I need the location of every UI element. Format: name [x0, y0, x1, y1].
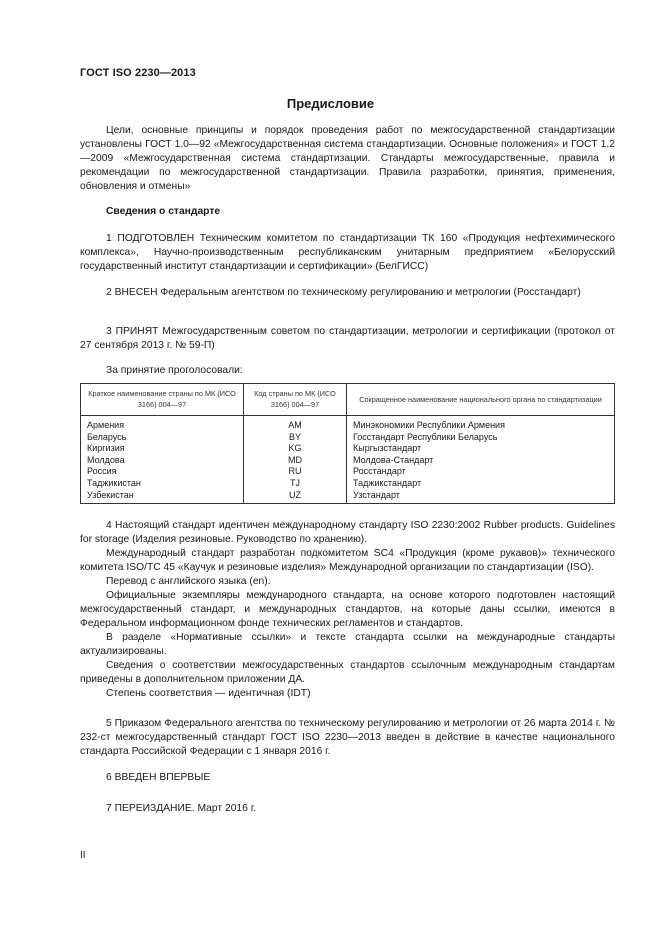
cell-code: TJ — [244, 478, 347, 490]
cell-body: Молдова-Стандарт — [347, 455, 615, 467]
item-5 — [80, 717, 615, 759]
item-4-text: 4 Настоящий стандарт идентичен международному стандарту ISO 2230:2002 Rubber products. Guidelines for storage (Изделия резиновые. Руководство по хранению). — [80, 520, 615, 545]
table-row — [81, 432, 615, 444]
table-row — [81, 455, 615, 467]
item-5-text: 5 Приказом Федерального агентства по техническому регулированию и метрологии от 26 марта 2014 г. № 232-ст межгосударственный стандарт ГОСТ ISO 2230—2013 введен в действие в качестве национального стандарта Российской Федерации с 1 января 2016 г. — [80, 718, 615, 757]
item-7-text: 7 ПЕРЕИЗДАНИЕ. Март 2016 г. — [106, 803, 257, 814]
vote-caption — [80, 364, 615, 378]
cell-code: AM — [244, 416, 347, 432]
cell-body: Минэкономики Республики Армения — [347, 416, 615, 432]
item-1 — [80, 232, 615, 274]
item-4-para-5: В разделе «Нормативные ссылки» и тексте стандарта ссылки на международные стандарты актуализированы. — [80, 632, 615, 657]
table-row — [81, 466, 615, 478]
item-3 — [80, 325, 615, 353]
item-3-text: 3 ПРИНЯТ Межгосударственным советом по стандартизации, метрологии и сертификации (протокол от 27 сентября 2013 г. № 59-П) — [80, 326, 615, 351]
table-row — [81, 478, 615, 490]
cell-body: Росстандарт — [347, 466, 615, 478]
header-country: Краткое наименование страны по МК (ИСО 3166) 004—97 — [81, 384, 244, 416]
item-4-para-7: Степень соответствия — идентичная (IDT) — [106, 688, 311, 699]
item-4-para-3: Перевод с английского языка (en). — [106, 576, 271, 587]
item-2 — [80, 286, 615, 300]
cell-code: RU — [244, 466, 347, 478]
cell-code: BY — [244, 432, 347, 444]
cell-code: UZ — [244, 490, 347, 504]
document-header: ГОСТ ISO 2230—2013 — [80, 67, 196, 79]
cell-country: Россия — [81, 466, 244, 478]
cell-body: Таджикстандарт — [347, 478, 615, 490]
cell-country: Армения — [81, 416, 244, 432]
item-4-para-4: Официальные экземпляры международного стандарта, на основе которого подготовлен настоящий межгосударственный стандарт, и международных стандартов, на которые даны ссылки, имеются в Федеральном информационном фонде технических регламентов и стандартов. — [80, 590, 615, 629]
vote-table-header — [81, 384, 615, 416]
header-body: Сокращенное наименование национального органа по стандартизации — [347, 384, 615, 416]
item-2-text: 2 ВНЕСЕН Федеральным агентством по техническому регулированию и метрологии (Росстандарт) — [106, 287, 581, 298]
item-4-para-6: Сведения о соответствии межгосударственных стандартов ссылочным международным стандартам приведены в дополнительном приложении ДА. — [80, 660, 615, 685]
cell-country: Киргизия — [81, 443, 244, 455]
item-6-text: 6 ВВЕДЕН ВПЕРВЫЕ — [106, 772, 211, 783]
intro-paragraph — [80, 124, 615, 194]
cell-country: Таджикистан — [81, 478, 244, 490]
cell-body: Кыргызстандарт — [347, 443, 615, 455]
cell-country: Молдова — [81, 455, 244, 467]
cell-body: Узстандарт — [347, 490, 615, 504]
intro-text: Цели, основные принципы и порядок проведения работ по межгосударственной стандартизации установлены ГОСТ 1.0—92 «Межгосударственная система стандартизации. Основные положения» и ГОСТ 1.2—2009 «Межгосударственная система стандартизации. Стандарты межгосударственные, правила и рекомендации по межгосударственной стандартизации. Правила разработки, принятия, применения, обновления и отмены» — [80, 125, 615, 192]
item-6 — [80, 771, 615, 785]
cell-country: Беларусь — [81, 432, 244, 444]
cell-country: Узбекистан — [81, 490, 244, 504]
vote-table — [80, 383, 615, 504]
section-title: Сведения о стандарте — [106, 206, 221, 217]
page-title: Предисловие — [286, 96, 375, 111]
item-1-text: 1 ПОДГОТОВЛЕН Техническим комитетом по стандартизации ТК 160 «Продукция нефтехимического комплекса», Научно-производственным республиканским унитарным предприятием «Белорусский государственный институт стандартизации и сертификации» (БелГИСС) — [80, 233, 615, 272]
page-number: II — [80, 850, 86, 861]
table-row — [81, 443, 615, 455]
cell-code: MD — [244, 455, 347, 467]
table-row — [81, 490, 615, 504]
header-code: Код страны по МК (ИСО 3166) 004—97 — [244, 384, 347, 416]
vote-caption-text: За принятие проголосовали: — [106, 365, 243, 376]
table-row — [81, 416, 615, 432]
cell-code: KG — [244, 443, 347, 455]
item-4-para-2: Международный стандарт разработан подкомитетом SC4 «Продукция (кроме рукавов)» технического комитета ISO/TC 45 «Каучук и резиновые изделия» Международной организации по стандартизации (ISO). — [80, 548, 615, 573]
cell-body: Госстандарт Республики Беларусь — [347, 432, 615, 444]
item-7 — [80, 802, 615, 816]
item-4 — [80, 519, 615, 701]
